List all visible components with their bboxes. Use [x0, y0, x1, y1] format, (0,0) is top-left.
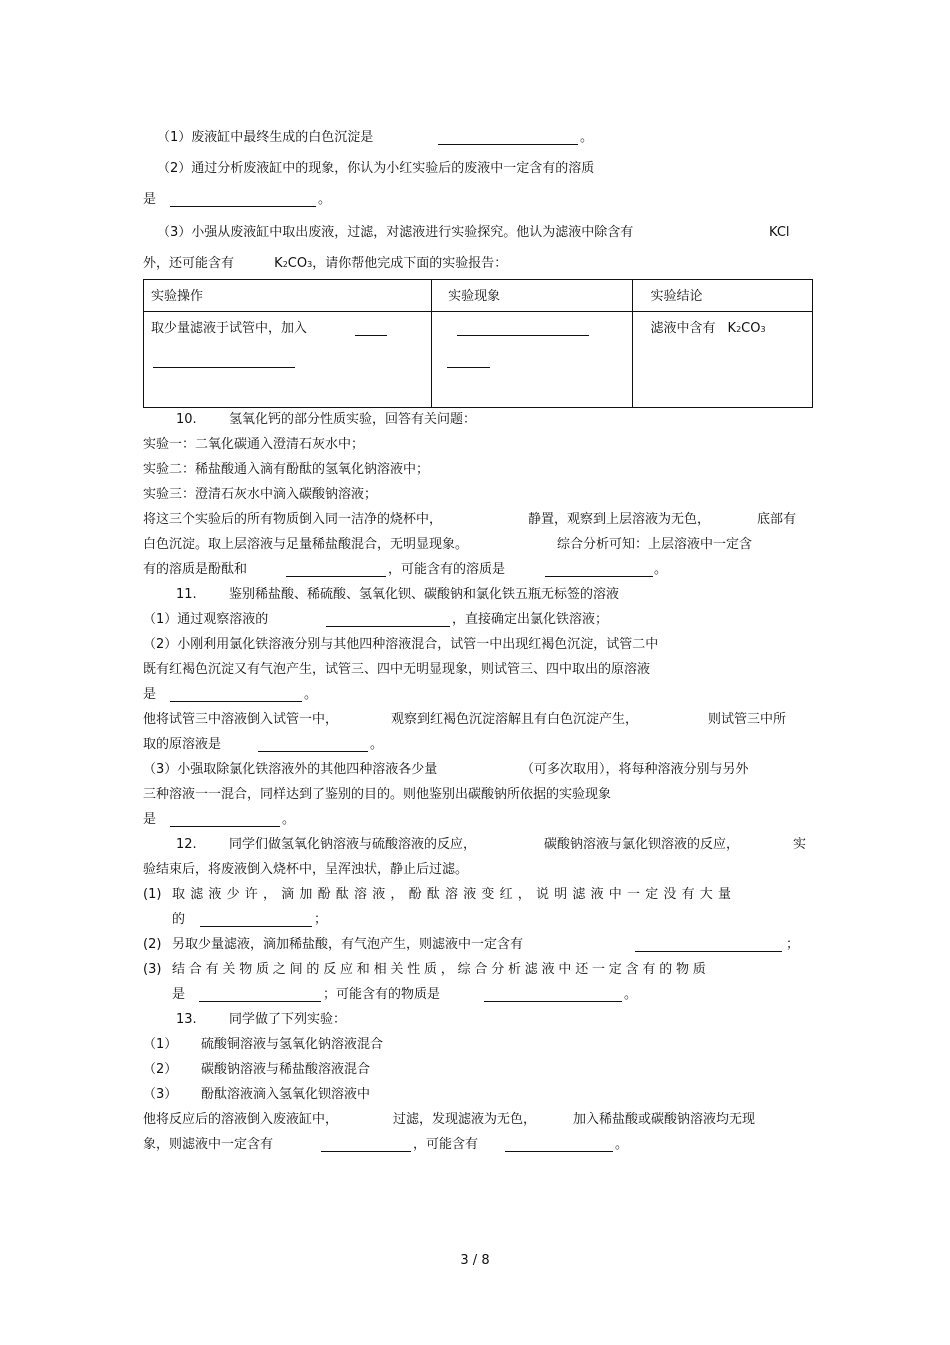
- q10-text: ，可能含有的溶质是: [388, 562, 506, 577]
- punctuation: 。: [318, 192, 332, 207]
- punctuation: ；: [314, 912, 328, 927]
- q-prev-part3-text: 外，还可能含有: [143, 256, 235, 271]
- q13-item: 硫酸铜溶液与氢氧化钠溶液混合: [201, 1037, 384, 1052]
- q11-text: 他将试管三中溶液倒入试管一中，: [143, 712, 339, 727]
- q13-text: 加入稀盐酸或碳酸钠溶液均无现: [573, 1112, 756, 1127]
- table-cell-operation: [144, 312, 432, 408]
- q-prev-part2-cont: 是: [143, 192, 157, 207]
- q11-text: 是: [143, 812, 157, 827]
- q13-text: 象，则滤液中一定含有: [143, 1137, 274, 1152]
- answer-blank[interactable]: [505, 1139, 613, 1152]
- q12-text: ；可能含有的物质是: [323, 987, 441, 1002]
- table-header-operation: 实验操作: [151, 289, 204, 304]
- q13-text: 他将反应后的溶液倒入废液缸中，: [143, 1112, 339, 1127]
- q13-item: 酚酞溶液滴入氢氧化钡溶液中: [201, 1087, 371, 1102]
- q10-experiment-1: 实验一：二氧化碳通入澄清石灰水中；: [143, 437, 365, 452]
- answer-blank[interactable]: [484, 989, 622, 1002]
- punctuation: 。: [282, 812, 296, 827]
- q12-part3-cont: 是: [172, 987, 186, 1002]
- table-header-conclusion: 实验结论: [650, 289, 703, 304]
- q12-part3: 结合有关物质之间的反应和相关性质，综合分析滤液中还一定含有的物质: [172, 962, 710, 977]
- q10-text: 将这三个实验后的所有物质倒入同一洁净的烧杯中，: [143, 512, 443, 527]
- q10-text: 白色沉淀。取上层溶液与足量稀盐酸混合，无明显现象。: [143, 537, 469, 552]
- q11-text: 取的原溶液是: [143, 737, 222, 752]
- q11-part2-cont: 既有红褐色沉淀又有气泡产生，试管三、四中无明显现象，则试管三、四中取出的原溶液: [143, 662, 651, 677]
- answer-blank[interactable]: [258, 739, 368, 752]
- q13-item-number: （3）: [143, 1087, 178, 1102]
- q11-text: 则试管三中所: [708, 712, 787, 727]
- q-prev-part2: （2）通过分析废液缸中的现象，你认为小红实验后的废液中一定含有的溶质: [157, 161, 595, 176]
- answer-blank[interactable]: [170, 194, 316, 207]
- q11-part2: （2）小刚利用氯化铁溶液分别与其他四种溶液混合，试管一中出现红褐色沉淀，试管二中: [143, 637, 659, 652]
- q11-part3-cont: 三种溶液一一混合，同样达到了鉴别的目的。则他鉴别出碳酸钠所依据的实验现象: [143, 787, 612, 802]
- q12-part2: 另取少量滤液，滴加稀盐酸，有气泡产生，则滤液中一定含有: [172, 937, 524, 952]
- q10-number: 10.: [176, 412, 197, 427]
- q-prev-part3: （3）小强从废液缸中取出废液，过滤，对滤液进行实验探究。他认为滤液中除含有: [157, 225, 634, 240]
- q13-number: 13.: [176, 1012, 197, 1027]
- q11-number: 11.: [176, 587, 197, 602]
- q11-part1-cont: ，直接确定出氯化铁溶液；: [452, 612, 609, 627]
- q11-part1: （1）通过观察溶液的: [143, 612, 269, 627]
- q12-part3-number: (3): [143, 962, 162, 977]
- q-prev-part1: [157, 131, 373, 144]
- q13-item: 碳酸钠溶液与稀盐酸溶液混合: [201, 1062, 371, 1077]
- answer-blank[interactable]: [199, 989, 321, 1002]
- page-number: 3 / 8: [460, 1253, 490, 1268]
- experiment-report-table: [143, 279, 813, 408]
- q11-text: 是: [143, 687, 157, 702]
- q11-title: 鉴别稀盐酸、稀硫酸、氢氧化钡、碳酸钠和氯化铁五瓶无标签的溶液: [229, 587, 620, 602]
- answer-blank[interactable]: [326, 614, 450, 627]
- table-cell-phenomenon: [432, 312, 632, 408]
- q12-text: 同学们做氢氧化钠溶液与硫酸溶液的反应，: [229, 837, 477, 852]
- q12-text: 验结束后，将废液倒入烧杯中，呈浑浊状，静止后过滤。: [143, 862, 469, 877]
- answer-blank[interactable]: [170, 814, 280, 827]
- q12-part2-number: (2): [143, 937, 162, 952]
- conclusion-text: 滤液中含有 K2CO3: [650, 321, 766, 336]
- answer-blank[interactable]: [447, 355, 490, 368]
- q13-text: ，可能含有: [413, 1137, 479, 1152]
- q-prev-part3-cont: 外，还可能含有 K2CO3，请你帮他完成下面的实验报告：: [143, 256, 508, 271]
- q12-number: 12.: [176, 837, 197, 852]
- punctuation: 。: [654, 562, 668, 577]
- table-header-phenomenon: 实验现象: [448, 289, 501, 304]
- q13-text: 过滤，发现滤液为无色，: [393, 1112, 537, 1127]
- q10-text: 静置，观察到上层溶液为无色，: [528, 512, 711, 527]
- answer-blank[interactable]: [170, 689, 302, 702]
- q10-title: 氢氧化钙的部分性质实验，回答有关问题：: [229, 412, 477, 427]
- q11-text: 观察到红褐色沉淀溶解且有白色沉淀产生，: [391, 712, 639, 727]
- answer-blank[interactable]: [457, 323, 589, 336]
- answer-blank[interactable]: [200, 914, 312, 927]
- answer-blank[interactable]: [355, 323, 387, 336]
- answer-blank[interactable]: [286, 564, 386, 577]
- answer-blank[interactable]: [438, 132, 578, 145]
- punctuation: 。: [580, 130, 594, 145]
- q12-part1-cont: 的: [172, 912, 186, 927]
- q10-experiment-2: 实验二：稀盐酸通入滴有酚酞的氢氧化钠溶液中；: [143, 462, 430, 477]
- operation-text: 取少量滤液于试管中，加入: [151, 321, 308, 336]
- q13-item-number: （1）: [143, 1037, 178, 1052]
- q12-part1: 取滤液少许，滴加酚酞溶液，酚酞溶液变红，说明滤液中一定没有大量: [172, 887, 737, 902]
- q12-part1-number: (1): [143, 887, 162, 902]
- formula-k2co3: K2CO3: [274, 256, 313, 271]
- punctuation: 。: [624, 987, 638, 1002]
- table-cell-conclusion: [632, 312, 812, 408]
- punctuation: 。: [304, 687, 318, 702]
- q12-text: 实: [793, 837, 807, 852]
- q10-text: 底部有: [757, 512, 797, 527]
- q-prev-part1-text: （1）废液缸中最终生成的白色沉淀是: [157, 130, 374, 145]
- answer-blank[interactable]: [321, 1139, 411, 1152]
- q10-text: 有的溶质是酚酞和: [143, 562, 248, 577]
- punctuation: 。: [615, 1137, 629, 1152]
- q12-text: 碳酸钠溶液与氯化钡溶液的反应，: [544, 837, 740, 852]
- q11-part3: （3）小强取除氯化铁溶液外的其他四种溶液各少量: [143, 762, 438, 777]
- answer-blank[interactable]: [635, 939, 782, 952]
- q13-item-number: （2）: [143, 1062, 178, 1077]
- formula-kcl: KCl: [769, 225, 790, 240]
- answer-blank[interactable]: [545, 564, 653, 577]
- q13-title: 同学做了下列实验：: [229, 1012, 347, 1027]
- q10-experiment-3: 实验三：澄清石灰水中滴入碳酸钠溶液；: [143, 487, 378, 502]
- q11-part3-note: （可多次取用），将每种溶液分别与另外: [521, 762, 749, 777]
- punctuation: 。: [370, 737, 384, 752]
- q10-text: 综合分析可知：上层溶液中一定含: [557, 537, 753, 552]
- answer-blank[interactable]: [153, 355, 295, 368]
- punctuation: ；: [786, 937, 800, 952]
